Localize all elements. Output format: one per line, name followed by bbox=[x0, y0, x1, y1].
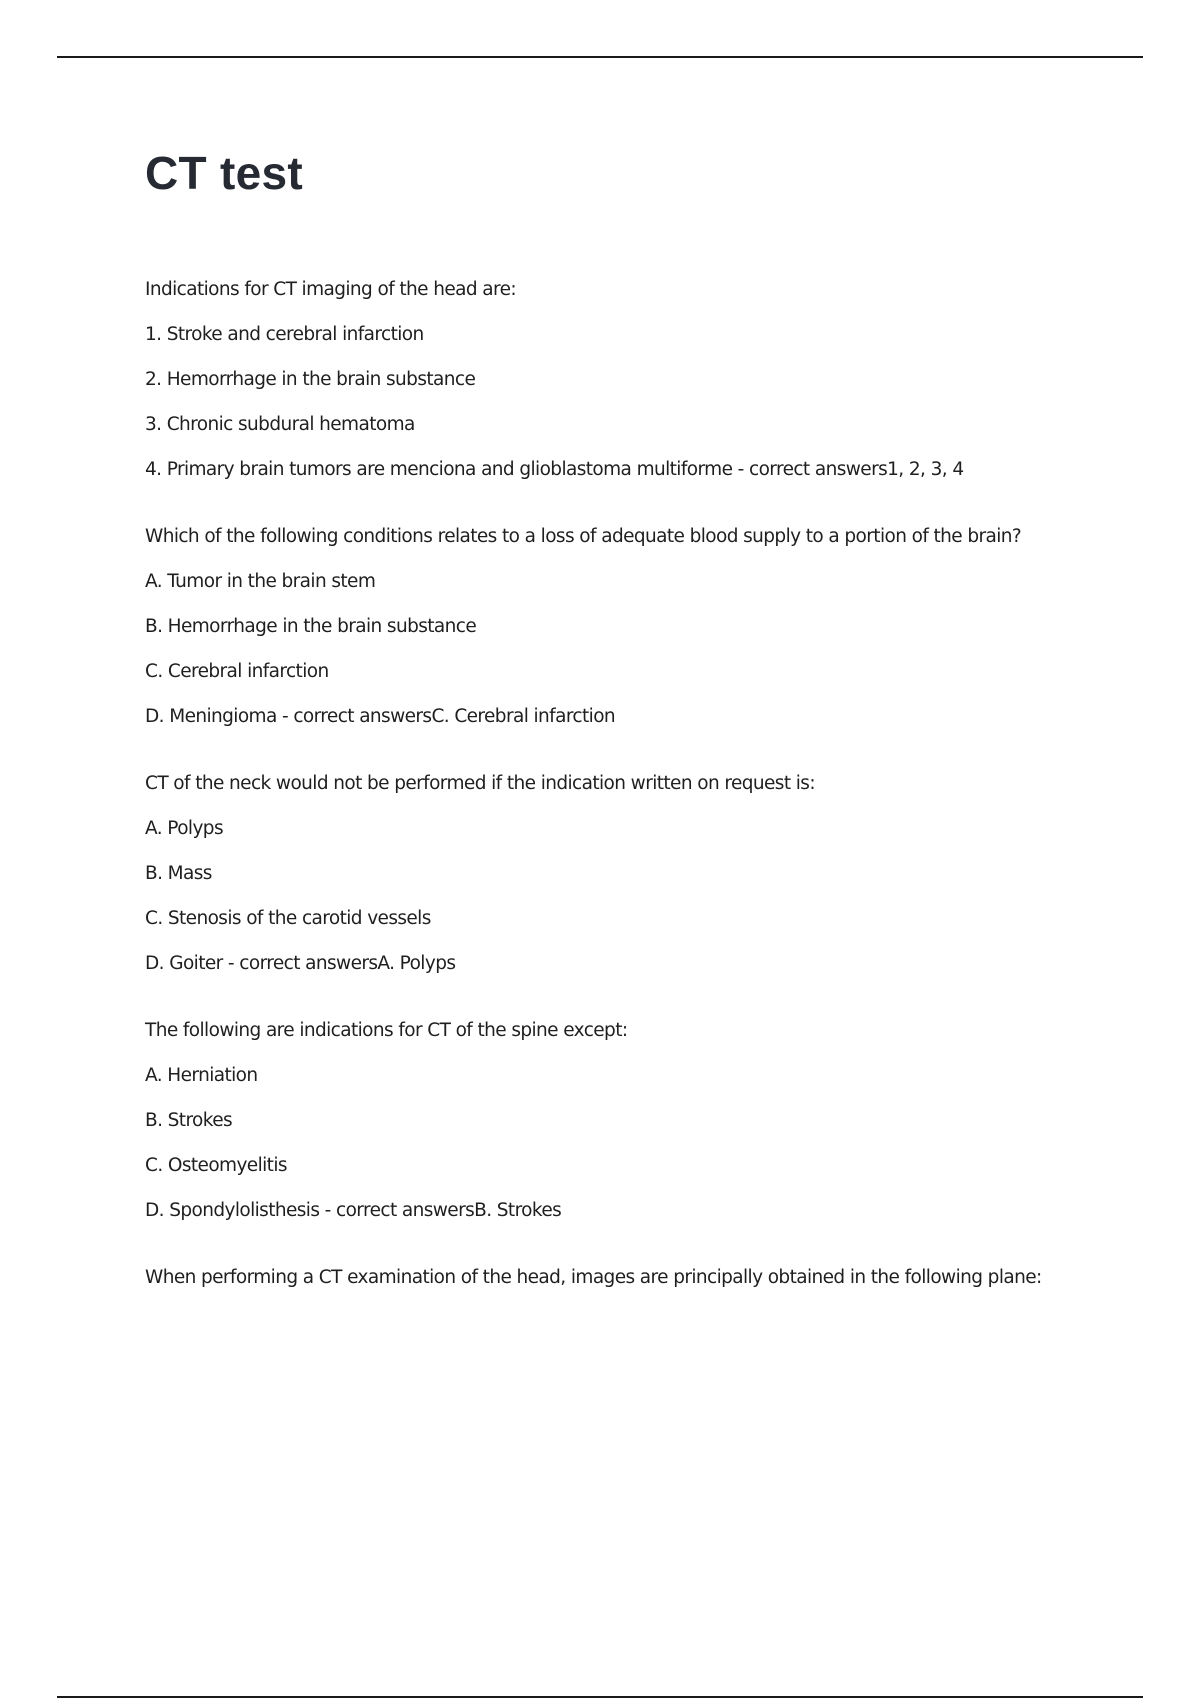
document-body bbox=[145, 140, 1095, 1333]
answer-option-with-correct-answer: 4. Primary brain tumors are menciona and glioblastoma multiforme - correct answers1, 2, 3, 4 bbox=[145, 459, 964, 480]
question-prompt: Which of the following conditions relates to a loss of adequate blood supply to a portion of the brain? bbox=[145, 526, 1022, 547]
answer-option: 2. Hemorrhage in the brain substance bbox=[145, 369, 476, 390]
answer-option: C. Osteomyelitis bbox=[145, 1155, 287, 1176]
answer-option: B. Mass bbox=[145, 863, 212, 884]
answer-option: C. Cerebral infarction bbox=[145, 661, 329, 682]
answer-option: 3. Chronic subdural hematoma bbox=[145, 414, 415, 435]
top-rule bbox=[57, 56, 1143, 58]
answer-option: A. Tumor in the brain stem bbox=[145, 571, 376, 592]
question-list bbox=[145, 278, 1095, 1289]
answer-option: 1. Stroke and cerebral infarction bbox=[145, 324, 424, 345]
question-prompt: CT of the neck would not be performed if the indication written on request is: bbox=[145, 773, 815, 794]
answer-option-with-correct-answer: D. Meningioma - correct answersC. Cerebral infarction bbox=[145, 706, 616, 727]
question-block bbox=[145, 278, 1095, 481]
answer-option: B. Hemorrhage in the brain substance bbox=[145, 616, 477, 637]
document-title: CT test bbox=[145, 147, 304, 199]
answer-option: C. Stenosis of the carotid vessels bbox=[145, 908, 431, 929]
question-prompt: When performing a CT examination of the head, images are principally obtained in the following plane: bbox=[145, 1267, 1042, 1288]
answer-option-with-correct-answer: D. Goiter - correct answersA. Polyps bbox=[145, 953, 456, 974]
answer-option-with-correct-answer: D. Spondylolisthesis - correct answersB. Strokes bbox=[145, 1200, 562, 1221]
bottom-rule bbox=[57, 1696, 1143, 1698]
answer-option: B. Strokes bbox=[145, 1110, 233, 1131]
question-block bbox=[145, 1266, 1095, 1289]
answer-option: A. Herniation bbox=[145, 1065, 258, 1086]
question-prompt: Indications for CT imaging of the head are: bbox=[145, 279, 517, 300]
question-block bbox=[145, 772, 1095, 975]
answer-option: A. Polyps bbox=[145, 818, 223, 839]
question-prompt: The following are indications for CT of the spine except: bbox=[145, 1020, 628, 1041]
question-block bbox=[145, 1019, 1095, 1222]
question-block bbox=[145, 525, 1095, 728]
